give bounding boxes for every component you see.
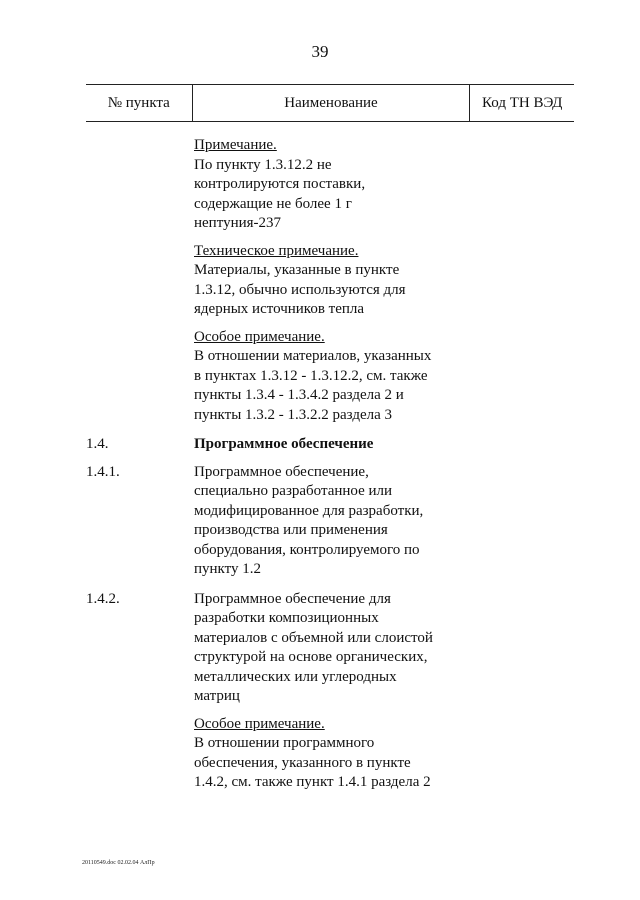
table-header xyxy=(86,84,574,122)
note-title: Особое примечание. xyxy=(194,328,325,345)
item-number: 1.4. xyxy=(86,436,109,452)
item-number: 1.4.2. xyxy=(86,590,120,607)
note-line: контролируются поставки, xyxy=(194,176,366,192)
note-line: Материалы, указанные в пункте xyxy=(194,262,400,278)
note-title: Особое примечание. xyxy=(194,715,325,732)
note-line: 1.4.2, см. также пункт 1.4.1 раздела 2 xyxy=(194,774,431,790)
technical-note-block xyxy=(86,242,574,320)
footer-file-reference: 20110549.doc 02.02.04 АлПр xyxy=(82,860,155,866)
note-line: пункты 1.3.2 - 1.3.2.2 раздела 3 xyxy=(194,406,393,423)
note-line: ядерных источников тепла xyxy=(194,301,365,317)
note-line: нептуния-237 xyxy=(194,215,282,231)
note-line: 1.3.12, обычно используются для xyxy=(194,281,406,298)
item-description: Программное обеспечение, специально разработанное или модифицированное для разработки, производства или применения оборудования, контролируемого по пункту 1.2 xyxy=(194,463,424,577)
header-col-code: Код ТН ВЭД xyxy=(482,94,563,111)
section-title: Программное обеспечение xyxy=(194,436,374,452)
page-number: 39 xyxy=(311,42,329,61)
table-row xyxy=(86,590,574,707)
note-title: Техническое примечание. xyxy=(194,242,359,259)
note-block xyxy=(86,136,574,234)
note-title: Примечание. xyxy=(194,137,277,153)
table-body xyxy=(86,136,574,793)
item-description: Программное обеспечение для разработки композиционных материалов с объемной или слоистой структурой на основе органических, металлических или углеродных матриц xyxy=(194,590,433,704)
special-note-block xyxy=(86,715,574,793)
note-line: В отношении материалов, указанных xyxy=(194,348,432,364)
note-line: обеспечения, указанного в пункте xyxy=(194,754,411,771)
header-col-name: Наименование xyxy=(192,85,471,121)
item-number: 1.4.1. xyxy=(86,463,120,480)
note-line: пункты 1.3.4 - 1.3.4.2 раздела 2 и xyxy=(194,387,404,403)
note-line: в пунктах 1.3.12 - 1.3.12.2, см. также xyxy=(194,367,428,384)
table-row xyxy=(86,435,574,455)
note-line: содержащие не более 1 г xyxy=(194,195,352,212)
note-line: По пункту 1.3.12.2 не xyxy=(194,156,332,173)
special-note-block xyxy=(86,328,574,426)
note-line: В отношении программного xyxy=(194,735,375,751)
table-row xyxy=(86,463,574,580)
header-col-number: № пункта xyxy=(107,94,170,111)
